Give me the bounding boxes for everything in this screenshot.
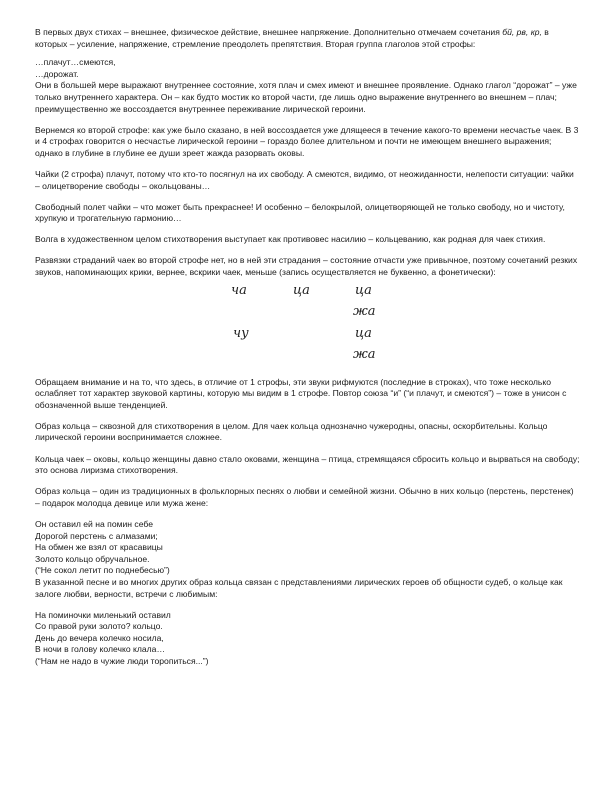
- song1-line-4: Золото кольцо обручальное.: [35, 553, 150, 564]
- song1-line-1: Он оставил ей на помин себе: [35, 518, 154, 529]
- sound-r3c1: чу: [233, 325, 249, 341]
- verb-line-1: …плачут…смеются,: [35, 57, 116, 68]
- song2-line-3: День до вечера колечко носила,: [35, 632, 164, 643]
- verb-line-2: …дорожат.: [35, 68, 79, 79]
- paragraph-4: Чайки (2 строфа) плачут, потому что кто-то посягнул на их свободу. А смеются, видимо, от неожиданности, нелепости ситуации: чайки – олицетворение свободы – окольцованы…: [35, 168, 574, 191]
- paragraph-11: Образ кольца – один из традиционных в фольклорных песнях о любви и семейной жизни. Обычно в них кольцо (перстень, перстенек) – подарок молодца девице или мужа жене:: [35, 486, 574, 508]
- song2-line-2: Со правой руки золото? кольцо.: [35, 621, 163, 632]
- paragraph-7: Развязки страданий чаек во второй строфе нет, но в ней эти страдания – состояние отчасти уже привычное, поэтому сочетаний резких звуков, напоминающих крики, вернее, вскрики чаек, меньше (запись осуществляется не буквенно, а фонетически):: [35, 255, 578, 277]
- paragraph-9: Образ кольца – сквозной для стихотворения в целом. Для чаек кольца однозначно чужеродны, опасны, оскорбительны. Кольцо лирической героини воспринимается сложнее.: [35, 420, 548, 443]
- paragraph-3: Вернемся ко второй строфе: как уже было сказано, в ней воссоздается уже длящееся в течение какого-то времени несчастье чаек. В 3 и 4 строфах говорится о несчастье лирической героини – гораздо более длительном и почти не имеющем внешнего выражения; однако в глубине в глубине ее души зреет жажда разорвать оковы.: [35, 124, 579, 158]
- song1-source: (“Не сокол летит по поднебесью”): [35, 565, 170, 576]
- document-body: [35, 27, 580, 668]
- song2-source: (“Нам не надо в чужие люди торопиться...”): [35, 655, 209, 666]
- song2-line-4: В ночи в голову колечко клала…: [35, 644, 166, 655]
- sound-r2c3: жа: [353, 303, 376, 319]
- song1-line-3: На обмен же взял от красавицы: [35, 542, 163, 553]
- paragraph-10: Кольца чаек – оковы, кольцо женщины давно стало оковами, женщина – птица, стремящаяся сбросить кольцо и вырваться на свободу; это основа лиризма стихотворения.: [35, 453, 580, 476]
- sound-r3c3: ца: [355, 325, 372, 341]
- paragraph-1-text-b: в которых – усиление, напряжение, стремление преодолеть препятствия. Вторая группа глаголов этой строфы:: [35, 27, 549, 49]
- song2-line-1: На поминочки миленький оставил: [35, 609, 171, 620]
- sound-r1c2: ца: [293, 282, 310, 298]
- paragraph-8: Обращаем внимание и на то, что здесь, в отличие от 1 строфы, эти звуки рифмуются (последние в строках), что тоже несколько ослабляет тот характер звуковой картины, которую мы видим в 1 строфе. Повтор союза “и” (“и плачут, и смеются”) – тоже в унисон с обозначенной выше тенденцией.: [35, 376, 567, 410]
- sound-r1c1: ча: [231, 282, 247, 298]
- sound-r4c3: жа: [353, 346, 376, 362]
- paragraph-6: Волга в художественном целом стихотворения выступает как противовес насилию – кольцеванию, как родная для чаек стихия.: [35, 234, 546, 245]
- paragraph-12: В указанной песне и во многих других образ кольца связан с представлениями лирических героев об общности судеб, о кольце как залоге любви, верности, встречи с любимым:: [35, 576, 563, 599]
- phonetic-sound-table: [35, 283, 580, 371]
- song1-line-2: Дорогой перстень с алмазами;: [35, 530, 158, 541]
- paragraph-2: Они в большей мере выражают внутреннее состояние, хотя плач и смех имеют и внешнее проявление. Однако глагол “дорожат” – уже только внутреннего характера. Он – как будто мостик ко второй части, где лишь одно выражение внутреннего во внешнем – плач; преимущественно же воссоздается внутреннее переживание лирической героини.: [35, 80, 577, 114]
- paragraph-5: Свободный полет чайки – что может быть прекраснее! И особенно – белокрылой, олицетворяющей не только свободу, но и чистоту, хрупкую и трогательную гармонию…: [35, 201, 565, 224]
- sound-r1c3: ца: [355, 282, 372, 298]
- paragraph-1: [35, 27, 580, 50]
- paragraph-1-text-a: В первых двух стихах – внешнее, физическое действие, внешнее напряжение. Дополнительно отмечаем сочетания: [35, 27, 503, 37]
- paragraph-1-italic: бй, рв, кр,: [502, 27, 542, 37]
